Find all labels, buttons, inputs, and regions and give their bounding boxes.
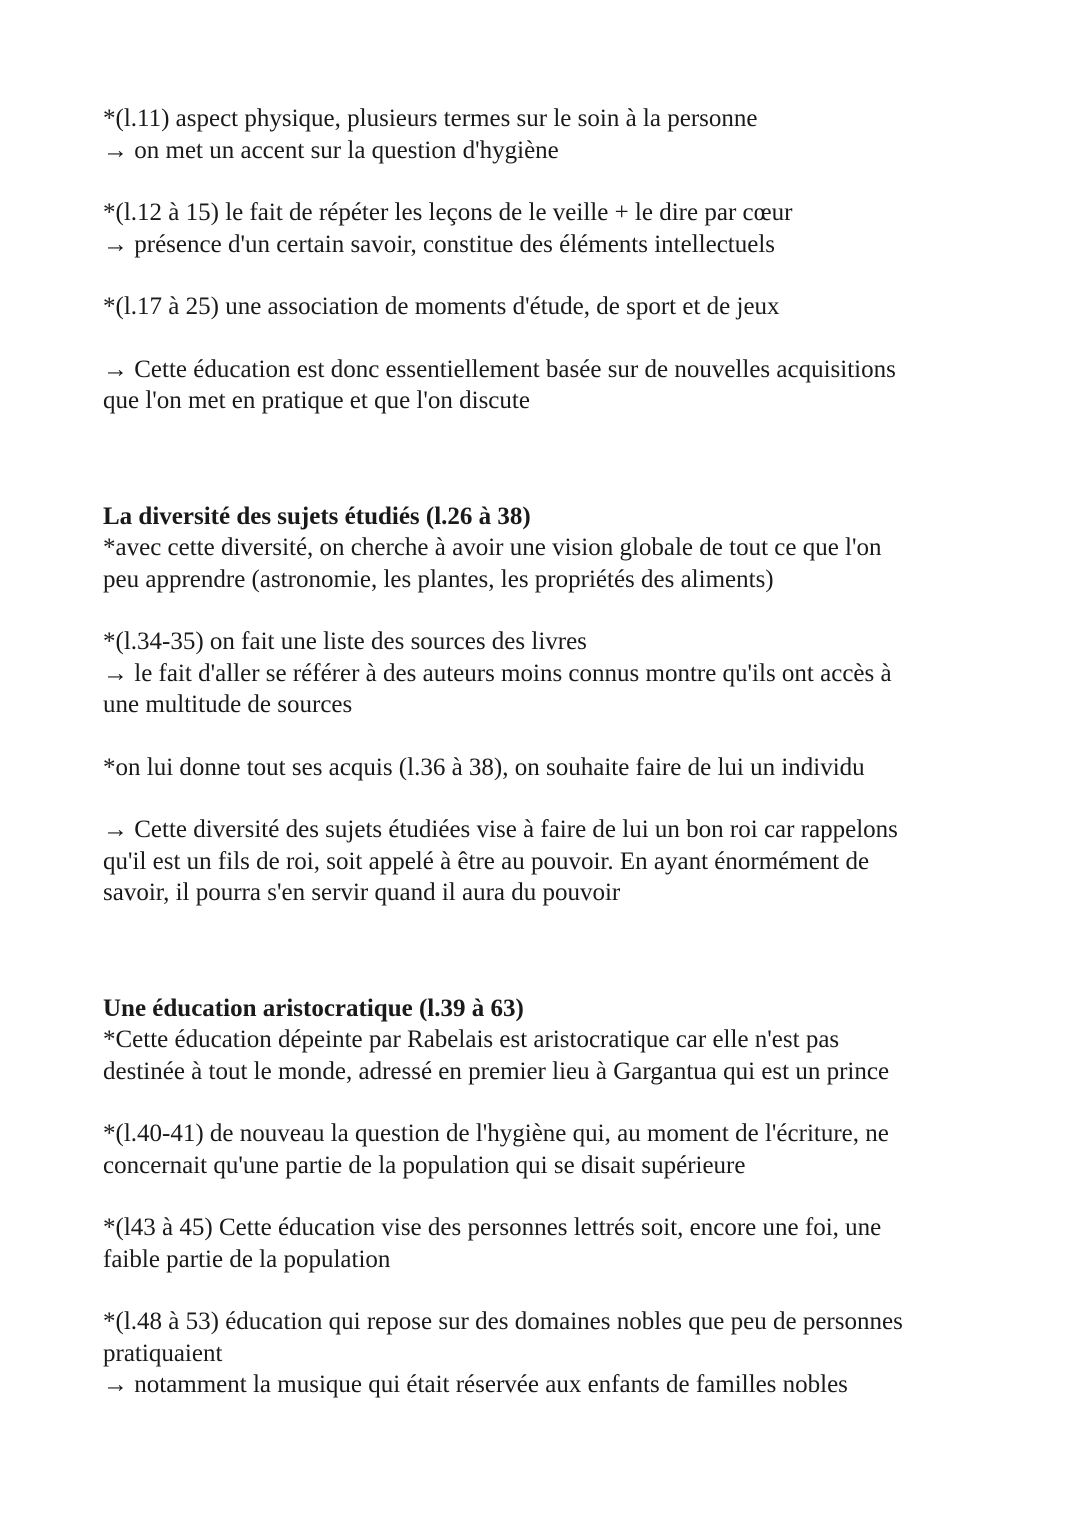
text-line: savoir, il pourra s'en servir quand il aura du pouvoir: [103, 879, 621, 906]
text-line: → présence d'un certain savoir, constitue des éléments intellectuels: [103, 230, 776, 258]
note-book-sources: [103, 626, 983, 721]
document-body: [103, 103, 983, 1432]
text-line: *(l.17 à 25) une association de moments d'étude, de sport et de jeux: [103, 293, 780, 320]
text-line: *(l.11) aspect physique, plusieurs termes sur le soin à la personne: [103, 105, 758, 132]
section-spacer: [103, 940, 983, 993]
text-line: faible partie de la population: [103, 1245, 391, 1273]
note-study-sport-games: [103, 291, 983, 323]
text-line: *(l.40-41) de nouveau la question de l'hygiène qui, au moment de l'écriture, ne: [103, 1120, 889, 1147]
section-aristocratic: [103, 993, 983, 1088]
text-line: *(l.12 à 15) le fait de répéter les leçons de le veille + le dire par cœur: [103, 199, 793, 226]
text-line: pratiquaient: [103, 1339, 223, 1367]
text-line: → le fait d'aller se référer à des auteurs moins connus montre qu'ils ont accès à: [103, 659, 892, 687]
note-acquis: [103, 752, 983, 784]
text-line: *(l43 à 45) Cette éducation vise des personnes lettrés soit, encore une foi, une: [103, 1214, 882, 1241]
text-line: concernait qu'une partie de la population qui se disait supérieure: [103, 1151, 746, 1179]
note-repetition-lessons: [103, 197, 983, 260]
text-line: → on met un accent sur la question d'hygiène: [103, 136, 559, 164]
text-line: destinée à tout le monde, adressé en premier lieu à Gargantua qui est un prince: [103, 1057, 890, 1085]
note-noble-domains: [103, 1306, 983, 1401]
text-line: → Cette éducation est donc essentiellement basée sur de nouvelles acquisitions: [103, 355, 896, 383]
text-line: qu'il est un fils de roi, soit appelé à être au pouvoir. En ayant énormément de: [103, 847, 870, 875]
section-heading: La diversité des sujets étudiés (l.26 à 38): [103, 502, 531, 530]
section-diversity: [103, 501, 983, 596]
text-line: *(l.48 à 53) éducation qui repose sur des domaines nobles que peu de personnes: [103, 1308, 903, 1335]
text-line: une multitude de sources: [103, 691, 353, 718]
text-line: peu apprendre (astronomie, les plantes, les propriétés des aliments): [103, 565, 774, 593]
section-spacer: [103, 448, 983, 501]
text-line: que l'on met en pratique et que l'on discute: [103, 387, 530, 414]
note-lettered-people: [103, 1212, 983, 1275]
note-hygiene-aspect: [103, 103, 983, 166]
text-line: *(l.34-35) on fait une liste des sources des livres: [103, 628, 587, 655]
conclusion-section-2: [103, 814, 983, 909]
section-heading: Une éducation aristocratique (l.39 à 63): [103, 994, 524, 1022]
text-line: → notamment la musique qui était réservée aux enfants de familles nobles: [103, 1371, 848, 1398]
text-line: *avec cette diversité, on cherche à avoir une vision globale de tout ce que l'on: [103, 534, 882, 561]
conclusion-section-1: [103, 354, 983, 417]
text-line: *on lui donne tout ses acquis (l.36 à 38), on souhaite faire de lui un individu: [103, 753, 865, 781]
note-hygiene-again: [103, 1118, 983, 1181]
text-line: *Cette éducation dépeinte par Rabelais est aristocratique car elle n'est pas: [103, 1026, 840, 1053]
text-line: → Cette diversité des sujets étudiées vise à faire de lui un bon roi car rappelons: [103, 816, 898, 843]
